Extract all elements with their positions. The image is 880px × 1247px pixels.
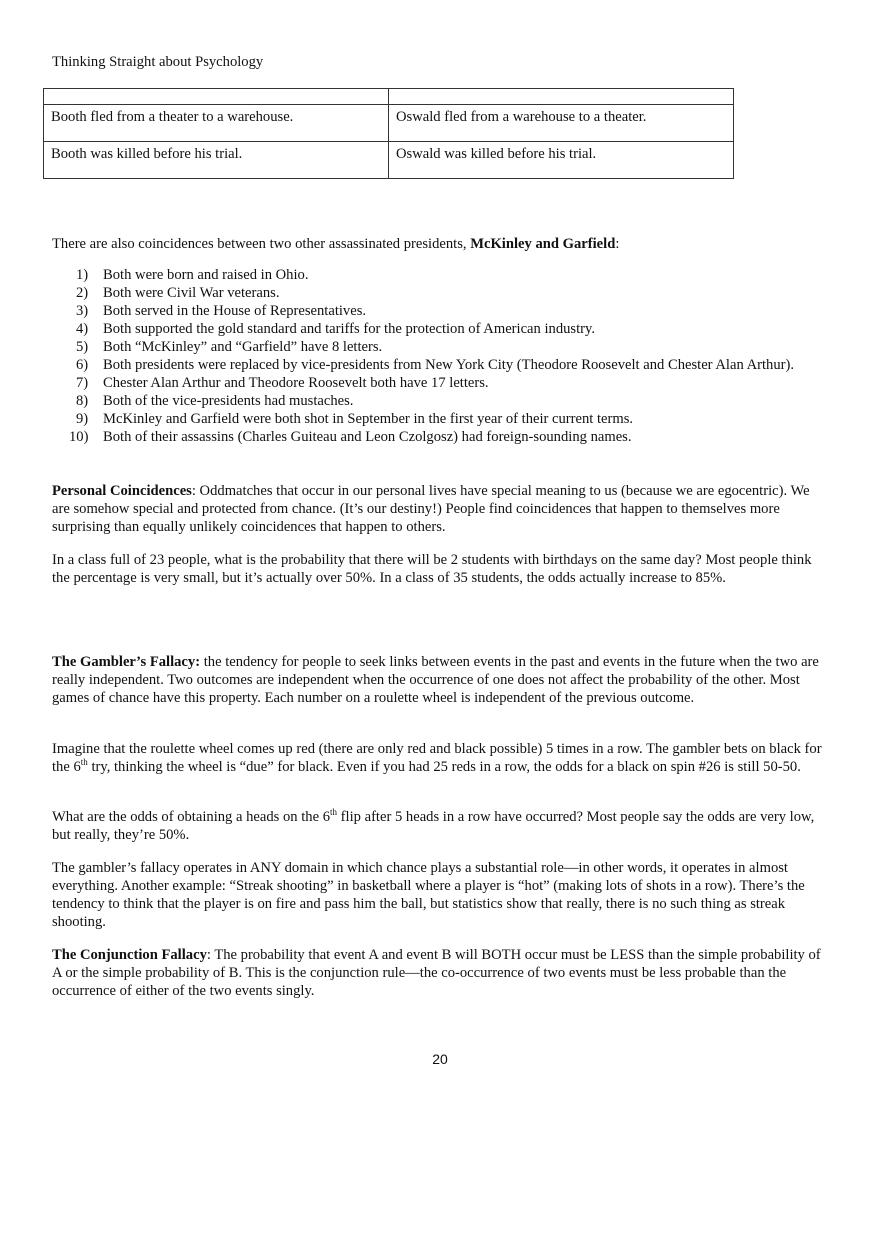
list-text: Both “McKinley” and “Garfield” have 8 letters. [103,339,383,355]
birthday-paragraph: In a class full of 23 people, what is the probability that there will be 2 students with birthdays on the same day? Most people think the percentage is very small, but it’s actually over 50%. In a class of 35 students, the odds actually increase to 85%. [52,552,812,586]
list-number: 8) [76,393,89,409]
gambler-text: the tendency for people to seek links between events in the past and events in the future when the two are really independent. Two outcomes are independent when the occurrence of one does not affect the probability of the other. Most games of chance have this property. Each number on a roulette wheel is independent of the previous outcome. [52,654,819,706]
conjunction-term: The Conjunction Fallacy [52,947,207,963]
roulette-paragraph [52,740,830,776]
table-cell: Oswald was killed before his trial. [389,142,734,179]
list-text: Both served in the House of Representatives. [103,303,367,319]
coin-sup: th [330,807,338,818]
comparison-table [43,88,734,179]
list-text: Both of their assassins (Charles Guiteau and Leon Czolgosz) had foreign-sounding names. [103,429,632,445]
list-number: 7) [76,375,89,391]
table-row [44,89,734,105]
list-item [52,428,830,446]
running-header: Thinking Straight about Psychology [52,54,264,70]
personal-coincidences-paragraph [52,482,830,536]
personal-text: : Oddmatches that occur in our personal lives have special meaning to us (because we are egocentric). We are somehow special and protected from chance. (It’s our destiny!) People find coincidences that happen to themselves more surprising than equally unlikely coincidences that happen to others. [52,483,810,535]
list-item [52,302,830,320]
list-item [52,266,830,284]
coincidence-list [52,266,830,446]
roulette-text-b: try, thinking the wheel is “due” for black. Even if you had 25 reds in a row, the odds for a black on spin #26 is still 50-50. [87,759,801,775]
intro-bold: McKinley and Garfield [470,236,616,252]
list-number: 5) [76,339,89,355]
list-number: 4) [76,321,89,337]
list-text: Both were Civil War veterans. [103,285,280,301]
streak-shooting-paragraph: The gambler’s fallacy operates in ANY domain in which chance plays a substantial role—in other words, it operates in almost everything. Another example: “Streak shooting” in basketball where a player is “hot” (making lots of shots in a row). There’s the tendency to think that the player is on fire and pass him the ball, but statistics show that really, there is no such thing as streak shooting. [52,860,805,930]
list-text: Both presidents were replaced by vice-presidents from New York City (Theodore Roosevelt and Chester Alan Arthur). [103,357,795,373]
page-number: 20 [432,1051,448,1067]
roulette-text-a: Imagine that the roulette wheel comes up red (there are only red and black possible) 5 times in a row. The gambler bets on black for the 6 [52,741,822,775]
table-row [44,105,734,142]
list-text: Both were born and raised in Ohio. [103,267,309,283]
list-number: 10) [69,429,89,445]
table-cell: Booth fled from a theater to a warehouse. [44,105,389,142]
table-cell [389,89,734,105]
coin-flip-paragraph [52,808,830,844]
table-row [44,142,734,179]
list-text: Both of the vice-presidents had mustaches. [103,393,354,409]
roulette-sup: th [80,757,88,768]
list-number: 1) [76,267,89,283]
list-item [52,284,830,302]
list-item [52,320,830,338]
list-number: 3) [76,303,89,319]
coin-text-a: What are the odds of obtaining a heads on the 6 [52,809,331,825]
intro-text: There are also coincidences between two other assassinated presidents, [52,236,471,252]
list-item [52,410,830,428]
table-cell: Oswald fled from a warehouse to a theater. [389,105,734,142]
gambler-term: The Gambler’s Fallacy: [52,654,201,670]
list-item [52,338,830,356]
list-text: Chester Alan Arthur and Theodore Roosevelt both have 17 letters. [103,375,489,391]
list-number: 2) [76,285,89,301]
intro-paragraph [52,235,830,253]
table-cell [44,89,389,105]
list-number: 9) [76,411,89,427]
gamblers-fallacy-paragraph [52,653,830,707]
intro-end: : [615,236,620,252]
list-item [52,392,830,410]
list-text: McKinley and Garfield were both shot in September in the first year of their current terms. [103,411,634,427]
conjunction-text: : The probability that event A and event B will BOTH occur must be LESS than the simple probability of A or the simple probability of B. This is the conjunction rule—the co-occurrence of two events must be less probable than the occurrence of either of the two events singly. [52,947,821,999]
conjunction-fallacy-paragraph [52,946,830,1000]
list-text: Both supported the gold standard and tariffs for the protection of American industry. [103,321,596,337]
personal-term: Personal Coincidences [52,483,192,499]
list-number: 6) [76,357,89,373]
coin-text-b: flip after 5 heads in a row have occurred? Most people say the odds are very low, but really, they’re 50%. [52,809,815,843]
list-item [52,374,830,392]
list-item [52,356,830,374]
table-cell: Booth was killed before his trial. [44,142,389,179]
